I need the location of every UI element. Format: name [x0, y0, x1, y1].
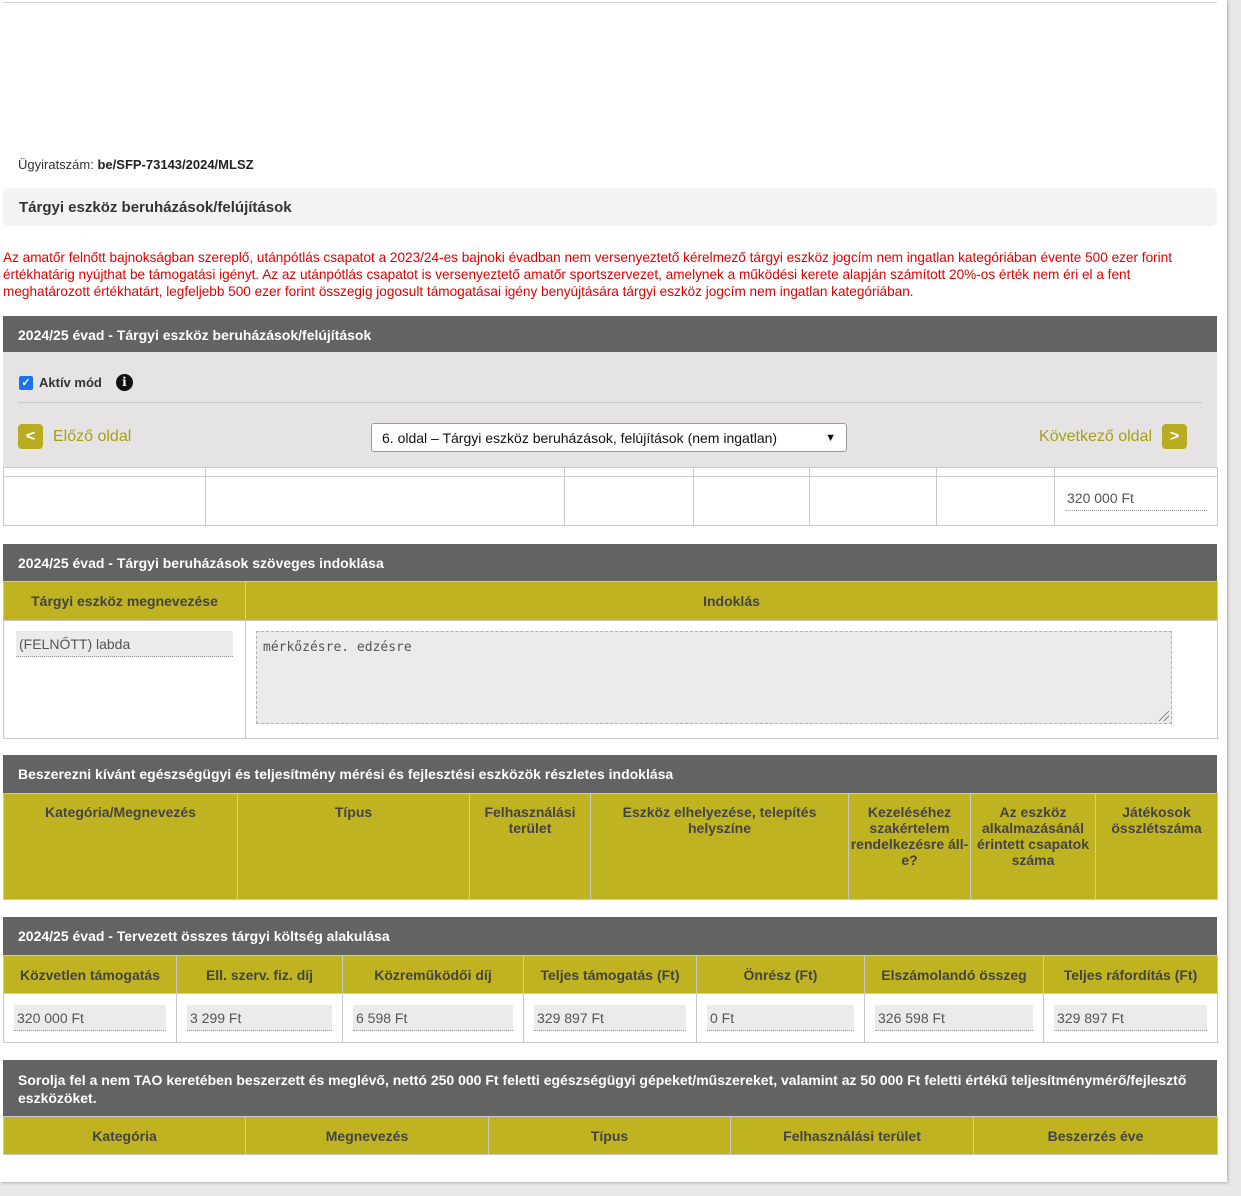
- col-own-contribution: Önrész (Ft): [697, 956, 865, 994]
- col-direct-support: Közvetlen támogatás: [4, 956, 177, 994]
- justification-text: mérkőzésre. edzésre: [263, 640, 412, 655]
- prev-page-button[interactable]: [18, 424, 131, 449]
- divider: [18, 402, 1202, 403]
- active-mode-label: Aktív mód: [39, 375, 102, 390]
- col-players-total: Játékosok összlétszáma: [1096, 794, 1218, 900]
- justification-textarea[interactable]: [256, 631, 1172, 724]
- info-icon[interactable]: i: [116, 374, 133, 391]
- panel-header-health-devices: Beszerezni kívánt egészségügyi és teljesítmény mérési és fejlesztési eszközök részletes indoklása: [3, 755, 1217, 793]
- col-purchase-year: Beszerzés éve: [974, 1117, 1218, 1155]
- control-fee-field: 3 299 Ft: [187, 1005, 332, 1031]
- active-mode-toggle[interactable]: [19, 374, 133, 391]
- asset-name-field[interactable]: (FELNŐTT) labda: [16, 631, 233, 657]
- chevron-left-icon: <: [18, 424, 43, 449]
- col-asset-name: Tárgyi eszköz megnevezése: [4, 582, 246, 621]
- panel-header-assets: 2024/25 évad - Tárgyi eszköz beruházások/felújítások: [3, 316, 1217, 352]
- col-total-expenditure: Teljes ráfordítás (Ft): [1044, 956, 1218, 994]
- col-total-support: Teljes támogatás (Ft): [524, 956, 697, 994]
- case-number-value: be/SFP-73143/2024/MLSZ: [97, 157, 254, 172]
- costs-row: [4, 994, 1218, 1043]
- next-page-label: Következő oldal: [1039, 427, 1152, 445]
- settlement-amount-field: 326 598 Ft: [875, 1005, 1033, 1031]
- next-page-button[interactable]: [1039, 424, 1187, 449]
- col-type: Típus: [489, 1117, 731, 1155]
- panel-header-costs: 2024/25 évad - Tervezett összes tárgyi költség alakulása: [3, 917, 1217, 955]
- page-select[interactable]: [371, 423, 847, 452]
- resize-handle-icon[interactable]: [1159, 711, 1169, 721]
- col-usage-area: Felhasználási terület: [470, 794, 591, 900]
- notice-text: Az amatőr felnőtt bajnokságban szereplő, utánpótlás csapatot a 2023/24-es bajnoki évadban nem versenyeztető kérelmező tárgyi eszköz jogcím nem ingatlan kategóriában évente 500 ezer forint értékhatárig nyújthat be támogatási igényt. Az az utánpótlás csapatot is versenyeztető amatőr sportszervezet, amelynek a működési kerete alapján számított 20%-os érték nem éri el a fent meghatározott értékhatárt, legfeljebb 500 ezer forint összegig jogosult támogatásai igény benyújtására tárgyi eszköz jogcím nem ingatlan kategóriában.: [3, 250, 1173, 299]
- col-teams-affected: Az eszköz alkalmazásánál érintett csapatok száma: [971, 794, 1096, 900]
- health-devices-table: [3, 793, 1218, 900]
- prev-page-label: Előző oldal: [53, 427, 132, 445]
- col-placement: Eszköz elhelyezése, telepítés helyszíne: [591, 794, 849, 900]
- col-justification: Indoklás: [246, 582, 1218, 621]
- section-title: Tárgyi eszköz beruházások/felújítások: [3, 188, 1217, 226]
- col-usage-area: Felhasználási terület: [731, 1117, 974, 1155]
- chevron-down-icon: ▼: [825, 431, 836, 444]
- col-expertise: Kezeléséhez szakértelem rendelkezésre áll-e?: [849, 794, 971, 900]
- panel-header-justification: 2024/25 évad - Tárgyi beruházások szöveges indoklása: [3, 544, 1217, 581]
- costs-table: [3, 955, 1218, 1043]
- assets-total-field: 320 000 Ft: [1065, 485, 1207, 511]
- panel-header-existing-devices: Sorolja fel a nem TAO keretében beszerzett és meglévő, nettó 250 000 Ft feletti egészségügyi gépeket/műszereket, valamint az 50 000 Ft feletti értékű teljesítménymérő/fejlesztő eszközöket.: [3, 1060, 1217, 1116]
- col-name: Megnevezés: [246, 1117, 489, 1155]
- direct-support-field: 320 000 Ft: [14, 1005, 166, 1031]
- col-agent-fee: Közreműködői díj: [343, 956, 524, 994]
- agent-fee-field: 6 598 Ft: [353, 1005, 513, 1031]
- case-number-label: Ügyiratszám:: [18, 157, 94, 172]
- own-contribution-field: 0 Ft: [707, 1005, 854, 1031]
- col-control-fee: Ell. szerv. fiz. díj: [177, 956, 343, 994]
- assets-table: [3, 467, 1218, 526]
- col-category: Kategória: [4, 1117, 246, 1155]
- total-expenditure-field: 329 897 Ft: [1054, 1005, 1207, 1031]
- chevron-right-icon: >: [1162, 424, 1187, 449]
- existing-devices-table: [3, 1116, 1218, 1155]
- active-mode-checkbox[interactable]: ✓: [19, 376, 33, 390]
- assets-total-row: [4, 477, 1218, 526]
- case-number: [18, 157, 254, 172]
- total-support-field: 329 897 Ft: [534, 1005, 686, 1031]
- col-settlement-amount: Elszámolandó összeg: [865, 956, 1044, 994]
- col-category-name: Kategória/Megnevezés: [4, 794, 238, 900]
- col-type: Típus: [238, 794, 470, 900]
- page-select-value: 6. oldal – Tárgyi eszköz beruházások, felújítások (nem ingatlan): [382, 429, 778, 446]
- top-divider: [3, 2, 1217, 3]
